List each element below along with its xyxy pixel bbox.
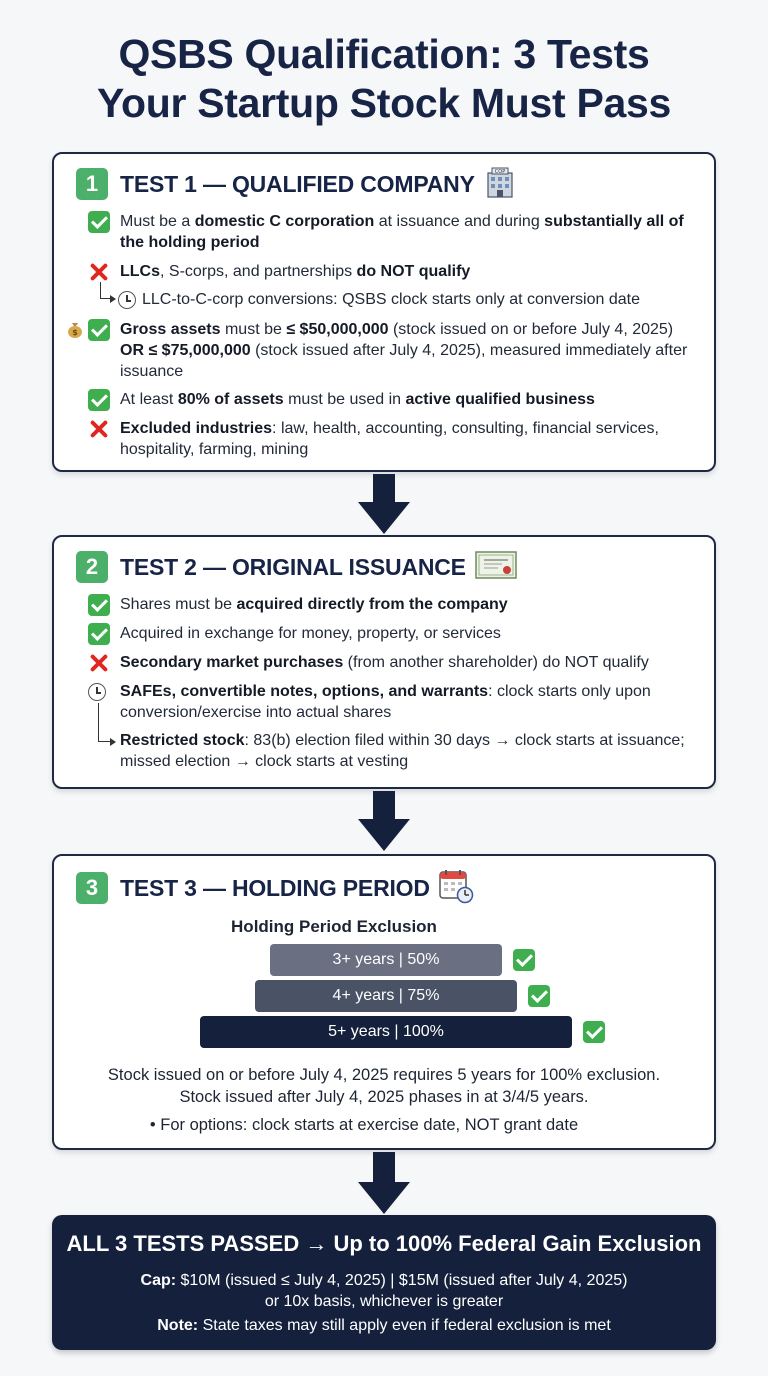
result-cap: Cap: $10M (issued ≤ July 4, 2025) | $15M (issued after July 4, 2025) or 10x basis, whichever is greater xyxy=(140,1272,628,1310)
check-icon xyxy=(528,985,550,1007)
test-3-card xyxy=(52,854,716,1150)
test-2-row-safes: SAFEs, convertible notes, options, and warrants: clock starts only upon conversion/exercise into actual shares xyxy=(88,681,696,723)
test-1-header xyxy=(76,168,517,200)
page-title xyxy=(0,30,768,128)
stock-certificate-icon xyxy=(474,549,518,586)
cross-icon xyxy=(88,261,110,283)
title-line-1: QSBS Qualification: 3 Tests xyxy=(118,31,650,77)
test-3-heading: TEST 3 — HOLDING PERIOD xyxy=(120,874,430,901)
office-building-icon xyxy=(483,165,517,204)
check-icon xyxy=(88,319,110,341)
test-1-card xyxy=(52,152,716,472)
test-3-note-line-1: Stock issued on or before July 4, 2025 requires 5 years for 100% exclusion. xyxy=(107,1066,661,1084)
cross-icon xyxy=(88,418,110,440)
test-2-row-acquired-directly: Shares must be acquired directly from the company xyxy=(88,594,696,615)
svg-text:$: $ xyxy=(72,328,78,337)
test-1-row-llcs: LLCs, S-corps, and partnerships do NOT qualify xyxy=(88,261,696,282)
tree-connector xyxy=(100,282,111,299)
test-3-options-bullet: • For options: clock starts at exercise date, NOT grant date xyxy=(149,1116,579,1134)
test-2-row-secondary: Secondary market purchases (from another shareholder) do NOT qualify xyxy=(88,652,696,673)
svg-text:COP: COP xyxy=(494,168,505,175)
pyramid-tier-5-years: 5+ years | 100% xyxy=(200,1016,572,1048)
test-3-number-badge: 3 xyxy=(76,872,108,904)
test-1-number-badge: 1 xyxy=(76,168,108,200)
down-arrow xyxy=(358,1152,410,1214)
check-icon xyxy=(88,623,110,645)
pyramid-tier-4-years: 4+ years | 75% xyxy=(255,980,517,1012)
check-icon xyxy=(88,211,110,233)
test-1-row-active-business: At least 80% of assets must be used in active qualified business xyxy=(88,389,696,410)
test-1-row-excluded: Excluded industries: law, health, accounting, consulting, financial services, hospitality, farming, mining xyxy=(88,418,696,460)
test-1-row-c-corp: Must be a domestic C corporation at issuance and during substantially all of the holding period xyxy=(88,211,696,253)
test-2-row-restricted-stock: Restricted stock: 83(b) election filed within 30 days → clock starts at issuance; missed election → clock starts at vesting xyxy=(120,732,685,770)
test-2-heading: TEST 2 — ORIGINAL ISSUANCE xyxy=(120,553,466,580)
test-2-row-exchange: Acquired in exchange for money, property, or services xyxy=(88,623,696,644)
test-2-header xyxy=(76,551,518,583)
test-1-heading: TEST 1 — QUALIFIED COMPANY xyxy=(120,170,475,197)
test-1-row-gross-assets: $ Gross assets must be ≤ $50,000,000 (stock issued on or before July 4, 2025) OR ≤ $75,000,000 (stock issued after July 4, 2025), measured immediately after issuance xyxy=(88,319,696,382)
clock-icon xyxy=(118,291,136,309)
check-icon xyxy=(513,949,535,971)
check-icon xyxy=(88,389,110,411)
test-3-note-line-2: Stock issued after July 4, 2025 phases in at 3/4/5 years. xyxy=(179,1088,589,1106)
cross-icon xyxy=(88,652,110,674)
title-line-2: Your Startup Stock Must Pass xyxy=(96,80,672,126)
test-2-card xyxy=(52,535,716,789)
money-bag-icon xyxy=(66,320,84,338)
clock-icon xyxy=(88,683,106,701)
test-1-row-conversion: LLC-to-C-corp conversions: QSBS clock starts only at conversion date xyxy=(118,289,696,310)
test-2-number-badge: 2 xyxy=(76,551,108,583)
pyramid-title: Holding Period Exclusion xyxy=(231,917,437,936)
pyramid-tier-3-years: 3+ years | 50% xyxy=(270,944,502,976)
test-3-header xyxy=(76,872,474,904)
down-arrow xyxy=(358,791,410,851)
check-icon xyxy=(88,594,110,616)
down-arrow xyxy=(358,474,410,534)
result-note: Note: State taxes may still apply even if federal exclusion is met xyxy=(157,1317,611,1334)
result-headline: ALL 3 TESTS PASSED → Up to 100% Federal Gain Exclusion xyxy=(66,1231,702,1256)
result-banner xyxy=(52,1215,716,1350)
calendar-clock-icon xyxy=(438,868,474,909)
check-icon xyxy=(583,1021,605,1043)
